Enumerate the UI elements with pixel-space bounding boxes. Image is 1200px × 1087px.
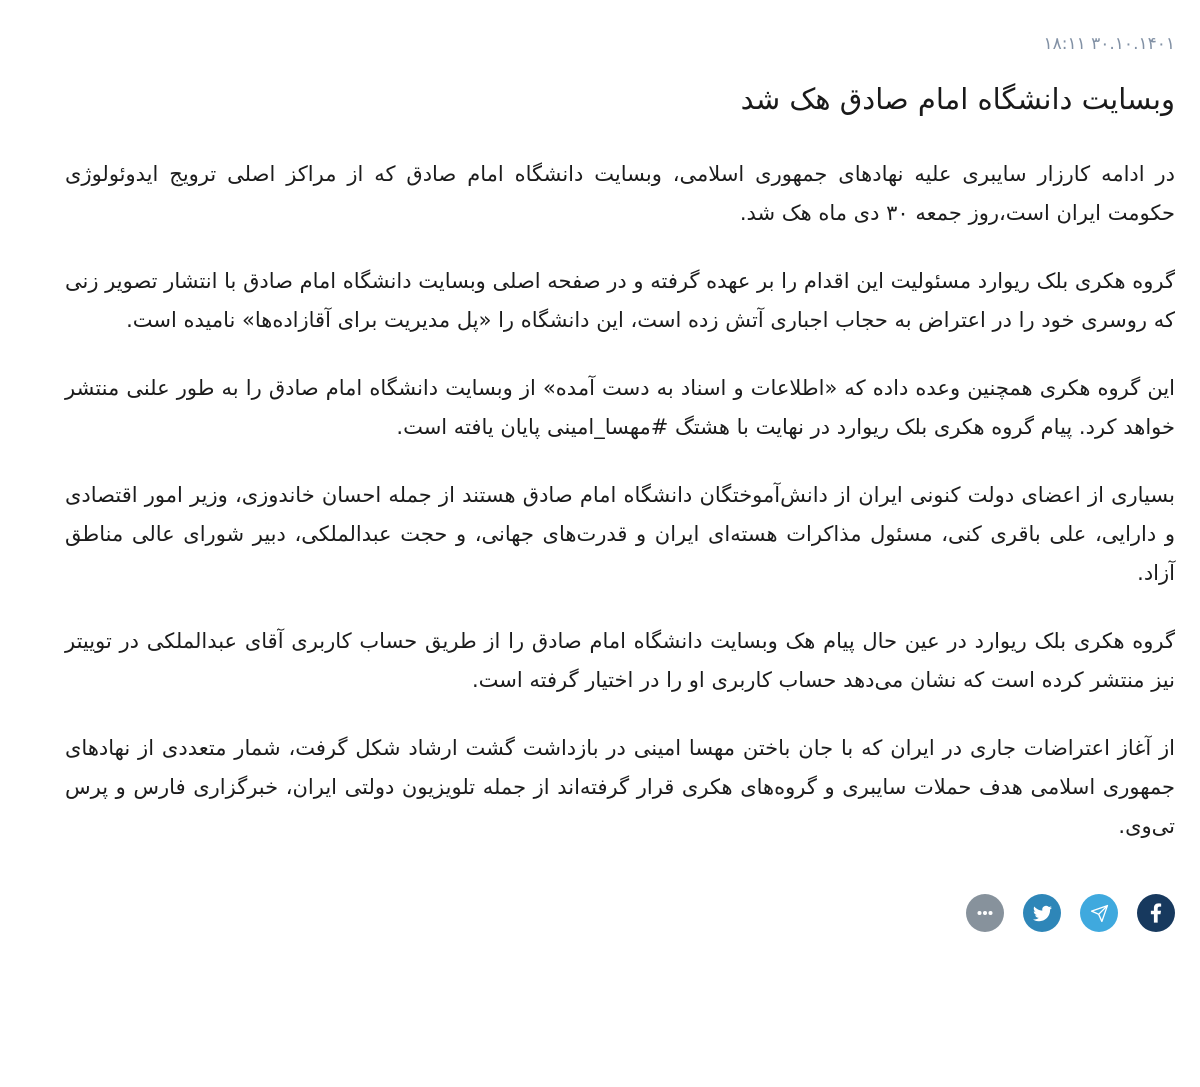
article-paragraph: بسیاری از اعضای دولت کنونی ایران از دانش‌آموختگان دانشگاه امام صادق هستند از جمله احسان خاندوزی، وزیر امور اقتصادی و دارایی، علی باقری کنی، مسئول مذاکرات هسته‌ای ایران و قدرت‌های جهانی، و حجت عبدالملکی، دبیر شورای عالی مناطق آزاد. — [65, 483, 1175, 586]
article-paragraph: در ادامه کارزار سایبری علیه نهادهای جمهوری اسلامی، وبسایت دانشگاه امام صادق که از مراکز اصلی ترویج ایدوئولوژی حکومت ایران است،روز جمعه ۳۰ دی ماه هک شد. — [65, 162, 1175, 226]
telegram-share-button[interactable] — [1080, 894, 1118, 932]
article-paragraph: گروه هکری بلک ریوارد مسئولیت این اقدام را بر عهده گرفته و در صفحه اصلی وبسایت دانشگاه امام صادق با انتشار تصویر زنی که روسری خود را در اعتراض به حجاب اجباری آتش زده است، این دانشگاه را «پل مدیریت برای آقازاده‌ها» نامیده است. — [65, 269, 1175, 333]
twitter-share-button[interactable] — [1023, 894, 1061, 932]
facebook-icon — [1150, 903, 1162, 923]
share-buttons-row — [65, 894, 1175, 932]
article-paragraph: گروه هکری بلک ریوارد در عین حال پیام هک وبسایت دانشگاه امام صادق را از طریق حساب کاربری آقای عبدالملکی در توییتر نیز منتشر کرده است که نشان می‌دهد حساب کاربری او را در اختیار گرفته است. — [65, 629, 1175, 693]
article-body — [65, 155, 1175, 846]
facebook-share-button[interactable] — [1137, 894, 1175, 932]
article-paragraph: این گروه هکری همچنین وعده داده که «اطلاعات و اسناد به دست آمده» از وبسایت دانشگاه امام صادق را به طور علنی منتشر خواهد کرد. پیام گروه هکری بلک ریوارد در نهایت با هشتگ #مهسا_امینی پایان یافته است. — [65, 376, 1175, 440]
more-share-options-button[interactable] — [966, 894, 1004, 932]
telegram-icon — [1090, 904, 1109, 923]
ellipsis-icon — [975, 903, 995, 923]
twitter-icon — [1033, 904, 1052, 923]
article-title: وبسایت دانشگاه امام صادق هک شد — [740, 82, 1175, 116]
article-paragraph: از آغاز اعتراضات جاری در ایران که با جان باختن مهسا امینی در بازداشت گشت ارشاد شکل گرفت، شمار متعددی از نهادهای جمهوری اسلامی هدف حملات سایبری و گروه‌های هکری قرار گرفته‌اند از جمله تلویزیون دولتی ایران، خبرگزاری فارس و پرس تی‌وی. — [65, 736, 1175, 839]
article-timestamp: ۳۰.۱۰.۱۴۰۱ ۱۸:۱۱ — [1043, 34, 1175, 54]
